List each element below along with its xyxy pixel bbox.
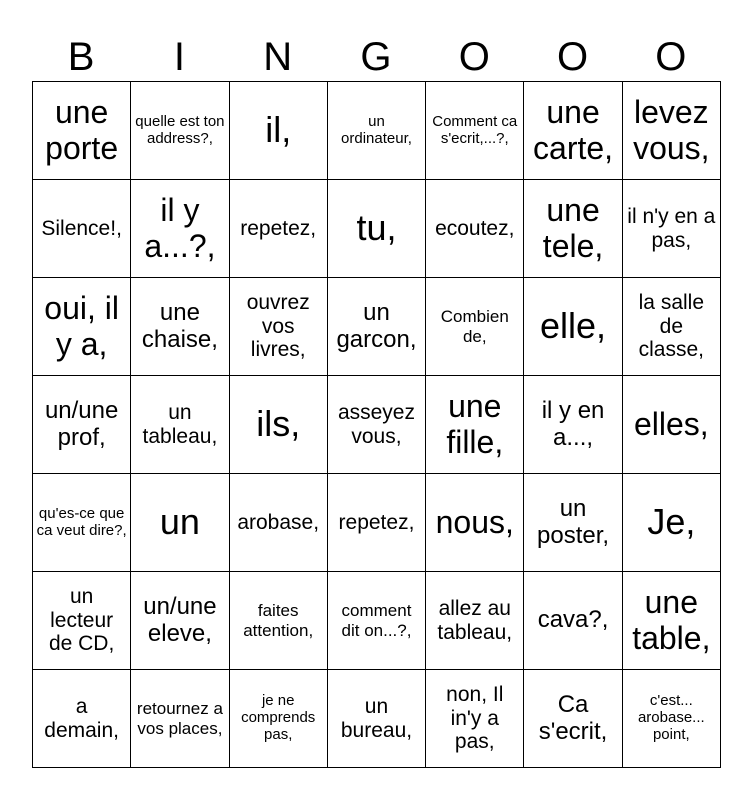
- bingo-cell[interactable]: la salle de classe,: [622, 278, 720, 376]
- bingo-cell[interactable]: Silence!,: [33, 180, 131, 278]
- header-letter: G: [360, 35, 392, 79]
- bingo-cell[interactable]: une table,: [622, 572, 720, 670]
- bingo-row: [33, 376, 721, 474]
- bingo-cell[interactable]: il,: [229, 82, 327, 180]
- bingo-cell[interactable]: il y a...?,: [131, 180, 229, 278]
- bingo-cell[interactable]: nous,: [426, 474, 524, 572]
- bingo-row: [33, 278, 721, 376]
- bingo-cell[interactable]: un bureau,: [327, 670, 425, 768]
- bingo-cell[interactable]: ils,: [229, 376, 327, 474]
- bingo-row: [33, 670, 721, 768]
- bingo-row: [33, 180, 721, 278]
- bingo-cell[interactable]: allez au tableau,: [426, 572, 524, 670]
- bingo-cell[interactable]: comment dit on...?,: [327, 572, 425, 670]
- bingo-cell[interactable]: Ca s'ecrit,: [524, 670, 622, 768]
- bingo-cell[interactable]: une porte: [33, 82, 131, 180]
- bingo-cell[interactable]: un lecteur de CD,: [33, 572, 131, 670]
- bingo-cell[interactable]: un poster,: [524, 474, 622, 572]
- bingo-cell[interactable]: asseyez vous,: [327, 376, 425, 474]
- bingo-cell[interactable]: Comment ca s'ecrit,...?,: [426, 82, 524, 180]
- bingo-cell[interactable]: retournez a vos places,: [131, 670, 229, 768]
- bingo-cell[interactable]: un/une eleve,: [131, 572, 229, 670]
- bingo-header: [32, 34, 720, 80]
- bingo-cell[interactable]: elles,: [622, 376, 720, 474]
- bingo-cell[interactable]: c'est... arobase... point,: [622, 670, 720, 768]
- bingo-cell[interactable]: un garcon,: [327, 278, 425, 376]
- header-letter: O: [655, 35, 687, 79]
- bingo-cell[interactable]: qu'es-ce que ca veut dire?,: [33, 474, 131, 572]
- bingo-cell[interactable]: un ordinateur,: [327, 82, 425, 180]
- bingo-cell[interactable]: oui, il y a,: [33, 278, 131, 376]
- bingo-cell[interactable]: une fille,: [426, 376, 524, 474]
- bingo-cell[interactable]: ecoutez,: [426, 180, 524, 278]
- bingo-cell[interactable]: repetez,: [327, 474, 425, 572]
- bingo-cell[interactable]: un tableau,: [131, 376, 229, 474]
- header-letter: O: [458, 35, 490, 79]
- header-letter: B: [67, 35, 95, 79]
- bingo-cell[interactable]: un/une prof,: [33, 376, 131, 474]
- bingo-cell[interactable]: un: [131, 474, 229, 572]
- bingo-cell[interactable]: quelle est ton address?,: [131, 82, 229, 180]
- bingo-cell[interactable]: une carte,: [524, 82, 622, 180]
- bingo-cell[interactable]: Combien de,: [426, 278, 524, 376]
- bingo-cell[interactable]: cava?,: [524, 572, 622, 670]
- bingo-cell[interactable]: il y en a...,: [524, 376, 622, 474]
- bingo-cell[interactable]: elle,: [524, 278, 622, 376]
- bingo-cell[interactable]: arobase,: [229, 474, 327, 572]
- bingo-cell[interactable]: tu,: [327, 180, 425, 278]
- bingo-cell[interactable]: non, Il in'y a pas,: [426, 670, 524, 768]
- bingo-cell[interactable]: une chaise,: [131, 278, 229, 376]
- bingo-cell[interactable]: a demain,: [33, 670, 131, 768]
- bingo-cell[interactable]: repetez,: [229, 180, 327, 278]
- bingo-cell[interactable]: faites attention,: [229, 572, 327, 670]
- bingo-cell[interactable]: levez vous,: [622, 82, 720, 180]
- header-letter: I: [173, 35, 185, 79]
- bingo-row: [33, 474, 721, 572]
- bingo-cell[interactable]: une tele,: [524, 180, 622, 278]
- bingo-cell[interactable]: il n'y en a pas,: [622, 180, 720, 278]
- header-letter: N: [263, 35, 293, 79]
- bingo-row: [33, 572, 721, 670]
- bingo-cell[interactable]: Je,: [622, 474, 720, 572]
- bingo-grid: [32, 81, 721, 768]
- bingo-cell[interactable]: ouvrez vos livres,: [229, 278, 327, 376]
- header-letter: O: [556, 35, 589, 79]
- bingo-cell[interactable]: je ne comprends pas,: [229, 670, 327, 768]
- bingo-row: [33, 82, 721, 180]
